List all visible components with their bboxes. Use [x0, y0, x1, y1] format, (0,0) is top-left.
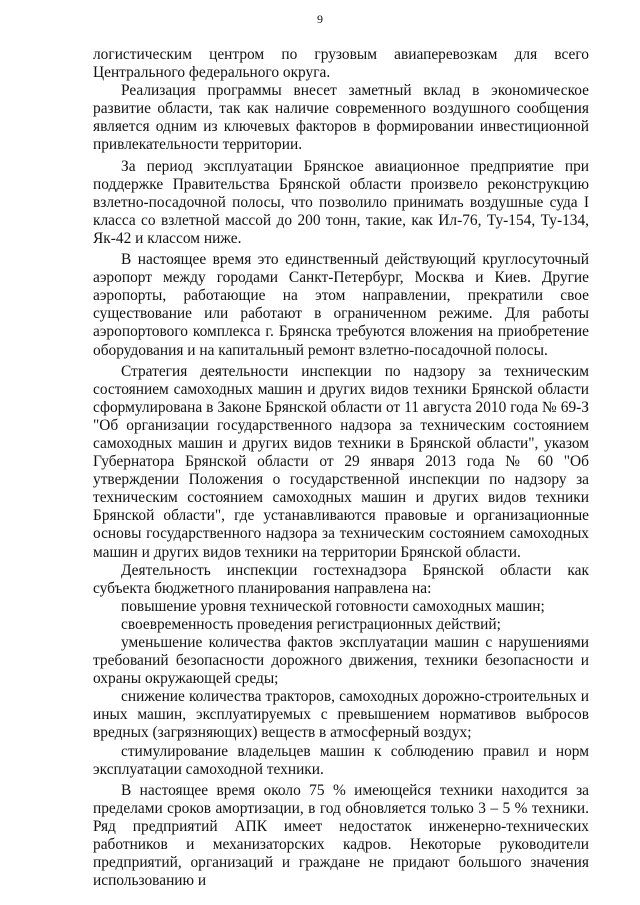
list-item: своевременность проведения регистрационных действий;: [121, 615, 501, 633]
list-item: стимулирование владельцев машин к соблюдению правил и норм эксплуатации самоходной техники.: [93, 742, 589, 778]
list-item: уменьшение количества фактов эксплуатации машин с нарушениями требований безопасности дорожного движения, техники безопасности и охраны окружающей среды;: [93, 634, 589, 688]
paragraph-inspection-strategy: Стратегия деятельности инспекции по надзору за техническим состоянием самоходных машин и других видов техники Брянской области сформулирована в Законе Брянской области от 11 августа 2010 года № 69-З "Об организации государственного надзора за техническим состоянием самоходных машин и других видов техники в Брянской области", указом Губернатора Брянской области от 29 января 2013 года № 60 "Об утверждении Положения о государственной инспекции по надзору за техническим состоянием самоходных машин и других видов техники Брянской области", где устанавливаются правовые и организационные основы государственного надзора за техническим состоянием самоходных машин и других видов техники на территории Брянской области.: [93, 362, 589, 561]
page-number: 9: [317, 12, 323, 26]
paragraph-program-impact: Реализация программы внесет заметный вклад в экономическое развитие области, так как наличие современного воздушного сообщения является одним из ключевых факторов в формировании инвестиционной привлекательности территории.: [93, 82, 589, 154]
paragraph-runway-reconstruction: За период эксплуатации Брянское авиационное предприятие при поддержке Правительства Брянской области произвело реконструкцию взлетно-посадочной полосы, что позволило принимать воздушные суда I класса со взлетной массой до 200 тонн, такие, как Ил-76, Ту-154, Ту-134, Як-42 и классом ниже.: [93, 157, 589, 247]
paragraph-equipment-status: В настоящее время около 75 % имеющейся техники находится за пределами сроков амортизации, в год обновляется только 3 – 5 % техники. Ряд предприятий АПК имеет недостаток инженерно-технических работников и механизаторских кадров. Некоторые руководители предприятий, организаций и граждане не придают большого значения использованию и: [93, 781, 589, 890]
paragraph-airport-status: В настоящее время это единственный действующий круглосуточный аэропорт между городами Санкт-Петербург, Москва и Киев. Другие аэропорты, работающие на этом направлении, прекратили свое существование или работают в ограниченном режиме. Для работы аэропортового комплекса г. Брянска требуются вложения на приобретение оборудования и на капитальный ремонт взлетно-посадочной полосы.: [93, 251, 589, 359]
document-body: [93, 46, 589, 890]
paragraph-continuation: логистическим центром по грузовым авиаперевозкам для всего Центрального федерального округа.: [93, 46, 589, 82]
paragraph-inspection-aims: Деятельность инспекции гостехнадзора Брянской области как субъекта бюджетного планирования направлена на:: [93, 561, 589, 597]
list-item: снижение количества тракторов, самоходных дорожно-строительных и иных машин, эксплуатируемых с превышением нормативов выбросов вредных (загрязняющих) веществ в атмосферный воздух;: [93, 688, 589, 742]
list-item: повышение уровня технической готовности самоходных машин;: [121, 597, 545, 615]
